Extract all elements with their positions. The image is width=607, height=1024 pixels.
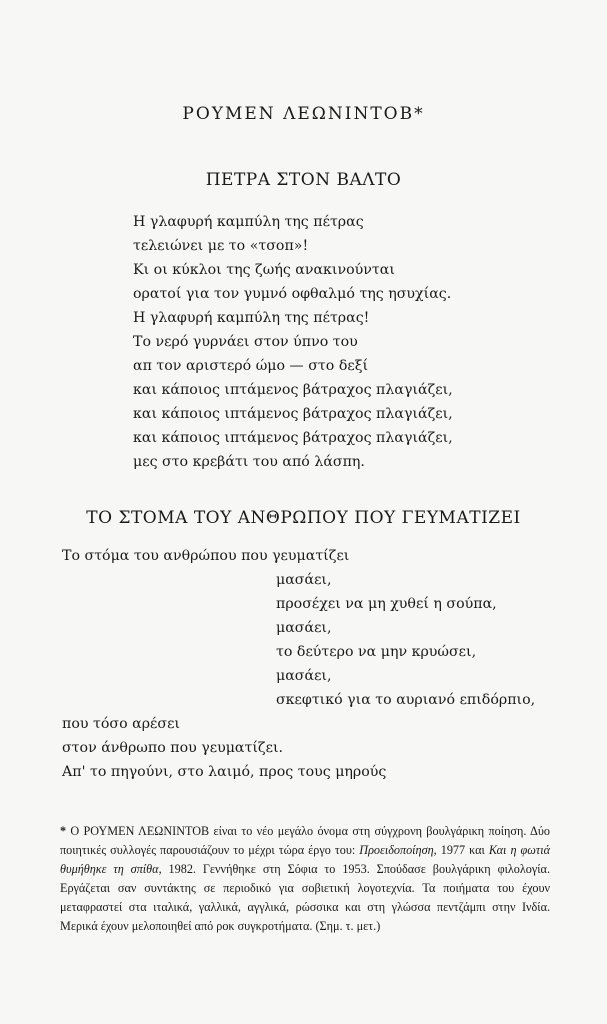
footnote-star: * [60,824,67,838]
poem-line: μασάει, [276,620,332,636]
poem-line: σκεφτικό για το αυριανό επιδόρπιο, [276,692,536,708]
poem-line: ορατοί για τον γυμνό οφθαλμό της ησυχίας. [133,286,452,302]
footnote-book-title: Προειδοποίηση, [359,843,437,857]
poem-line: και κάποιος ιπτάμενος βάτραχος πλαγιάζει, [133,430,453,446]
footnote-text: 1977 και [436,843,489,857]
poem-line: Το νερό γυρνάει στον ύπνο του [133,334,358,350]
poem-indented-block [276,568,535,712]
poem-line: προσέχει να μη χυθεί η σούπα, [276,596,497,612]
poem2-title: ΤΟ ΣΤΟΜΑ ΤΟΥ ΑΝΘΡΩΠΟΥ ΠΟΥ ΓΕΥΜΑΤΙΖΕΙ [86,508,521,528]
poem-line: που τόσο αρέσει [62,716,180,732]
poem-line: Η γλαφυρή καμπύλη της πέτρας [133,214,364,230]
translator-footnote [60,822,550,936]
footnote-text: Ο ΡΟΥΜΕΝ ΛΕΩΝΙΝΤΟΒ είναι το νέο μεγάλο όνομα στη σύγχρονη βουλγάρικη ποίηση. Δύο ποιητικές συλλογές παρουσιάζουν το μέχρι τώρα έργο του: [60,824,550,857]
poem-line: Η γλαφυρή καμπύλη της πέτρας! [133,310,370,326]
poem-line: μες στο κρεβάτι του από λάσπη. [133,454,365,470]
poem-line: Απ' το πηγούνι, στο λαιμό, προς τους μηρούς [62,764,387,780]
footnote-text: 1982. Γεννήθηκε στη Σόφια το 1953. Σπούδασε βουλγάρικη φιλολογία. Εργάζεται σαν συντάκτης σε περιοδικό για σοβιετική λογοτεχνία. Τα ποιήματα του έχουν μεταφραστεί στα ιταλικά, γαλλικά, αγγλικά, ρώσσικα και στη γλώσσα πεντζάμπι στην Ινδία. Μερικά έχουν μελοποιηθεί από ροκ συγκροτήματα. (Σημ. τ. μετ.) [60,862,550,933]
poem-line: και κάποιος ιπτάμενος βάτραχος πλαγιάζει, [133,382,453,398]
poem1-title: ΠΕΤΡΑ ΣΤΟΝ ΒΑΛΤΟ [205,170,402,190]
poem-line: μασάει, [276,572,332,588]
poem-first-line: Το στόμα του ανθρώπου που γευματίζει [62,548,350,564]
poem-closing-block [62,712,386,784]
poem-line: μασάει, [276,668,332,684]
poem-line: απ τον αριστερό ώμο — στο δεξί [133,358,369,374]
author-heading: ΡΟΥΜΕΝ ΛΕΩΝΙΝΤΟΒ* [182,104,425,124]
poem1-body [133,210,573,474]
poem-line: στον άνθρωπο που γευματίζει. [62,740,284,756]
poem-line: Κι οι κύκλοι της ζωής ανακινούνται [133,262,395,278]
poem-line: τελειώνει με το «τσοπ»! [133,238,309,254]
poem-line: το δεύτερο να μην κρυώσει, [276,644,477,660]
footnote-book-title: Και η φωτιά θυμήθηκε τη σπίθα, [60,843,550,876]
poem-line: και κάποιος ιπτάμενος βάτραχος πλαγιάζει, [133,406,453,422]
